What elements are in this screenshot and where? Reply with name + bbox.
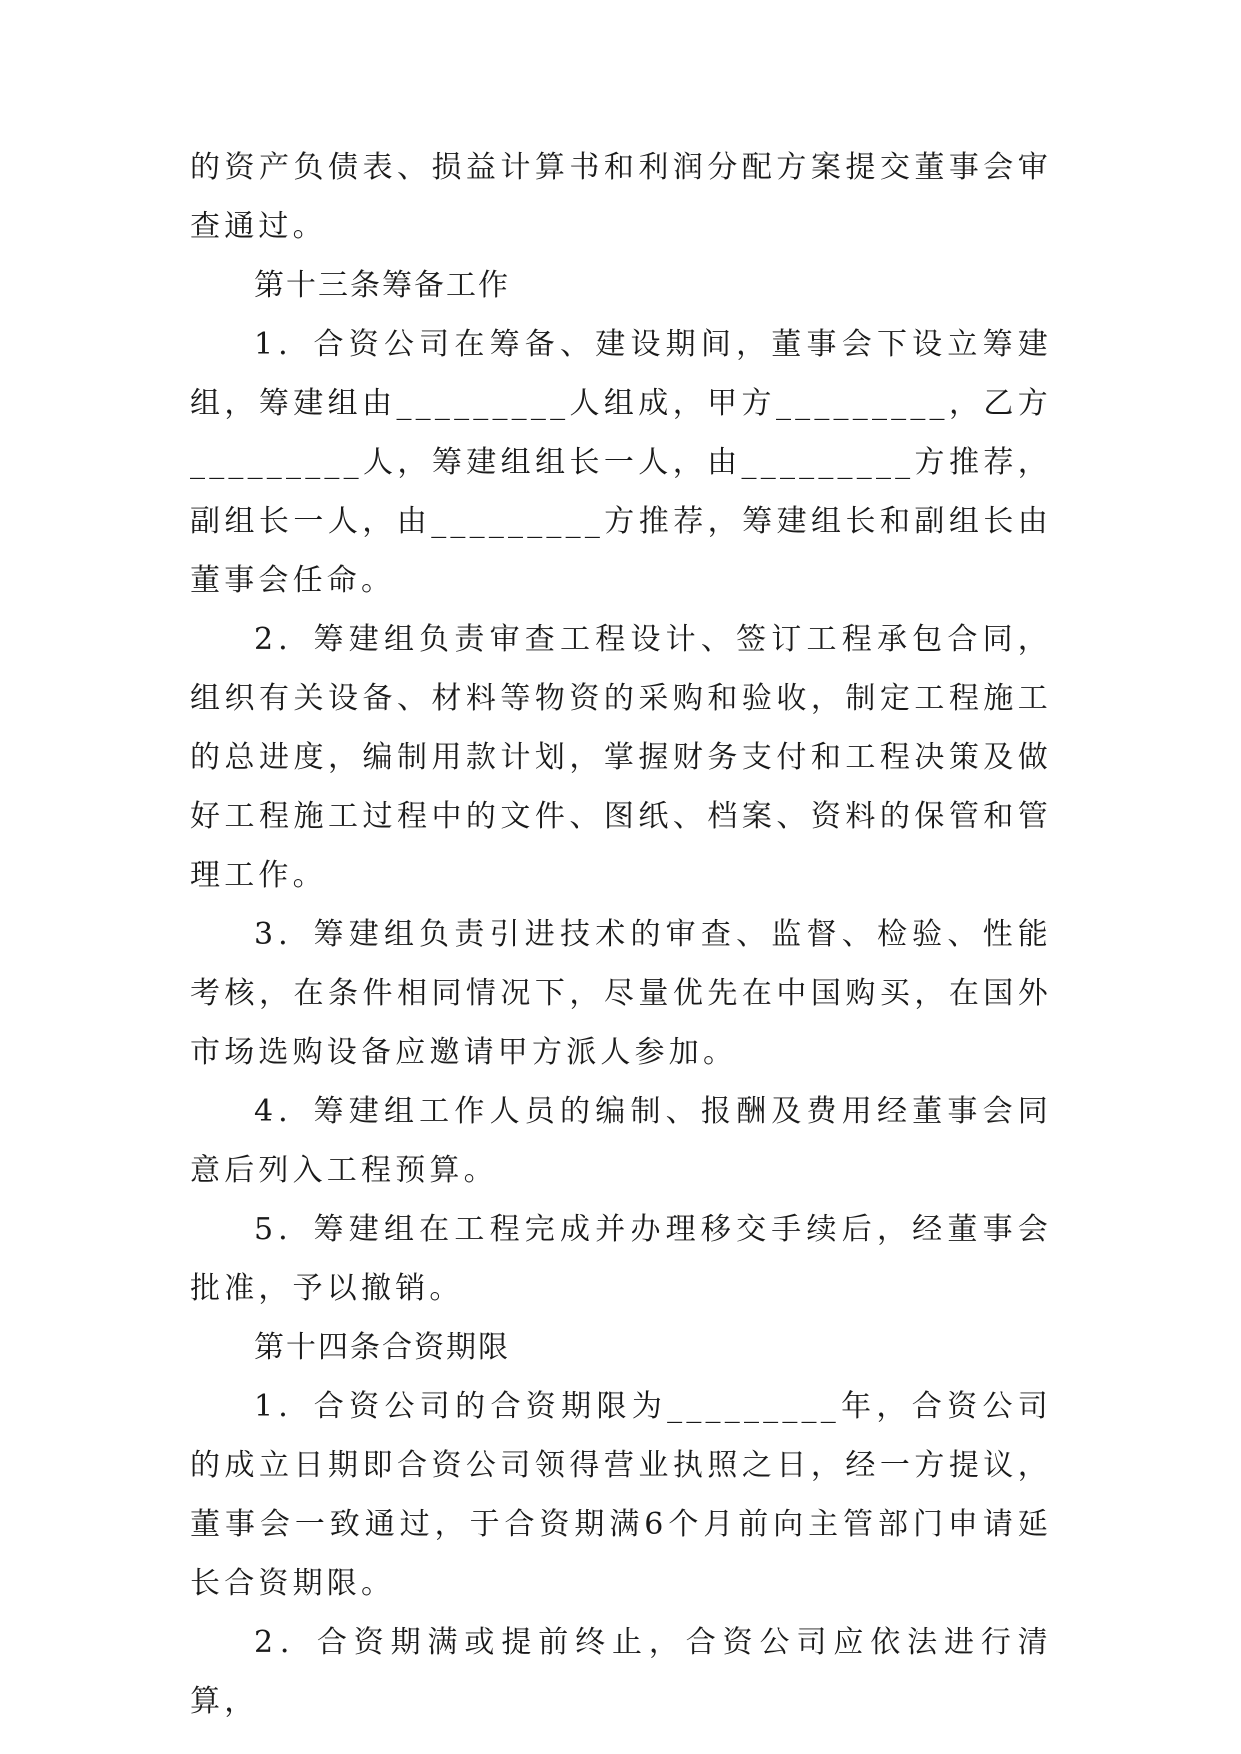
article-14-clause-1: 1．合资公司的合资期限为_________年，合资公司的成立日期即合资公司领得营业执照之日，经一方提议，董事会一致通过，于合资期满6个月前向主管部门申请延长合资期限。 — [190, 1389, 1052, 1601]
article-13-clause-4: 4．筹建组工作人员的编制、报酬及费用经董事会同意后列入工程预算。 — [190, 1094, 1052, 1188]
paragraph-continuation: 的资产负债表、损益计算书和利润分配方案提交董事会审查通过。 — [190, 150, 1052, 244]
article-14-heading: 第十四条合资期限 — [254, 1330, 510, 1365]
article-13-clause-5: 5．筹建组在工程完成并办理移交手续后，经董事会批准，予以撤销。 — [190, 1212, 1052, 1306]
article-13-clause-2: 2．筹建组负责审查工程设计、签订工程承包合同，组织有关设备、材料等物资的采购和验收，制定工程施工的总进度，编制用款计划，掌握财务支付和工程决策及做好工程施工过程中的文件、图纸、档案、资料的保管和管理工作。 — [190, 622, 1052, 893]
article-13-clause-1: 1．合资公司在筹备、建设期间，董事会下设立筹建组，筹建组由_________人组成，甲方_________，乙方_________人，筹建组组长一人，由_________方推荐，副组长一人，由_________方推荐，筹建组长和副组长由董事会任命。 — [190, 327, 1052, 598]
document-page — [190, 138, 1052, 1731]
article-13-clause-3: 3．筹建组负责引进技术的审查、监督、检验、性能考核，在条件相同情况下，尽量优先在中国购买，在国外市场选购设备应邀请甲方派人参加。 — [190, 917, 1052, 1070]
article-14-clause-2: 2．合资期满或提前终止，合资公司应依法进行清算， — [190, 1625, 1052, 1719]
article-13-heading: 第十三条筹备工作 — [254, 268, 510, 303]
